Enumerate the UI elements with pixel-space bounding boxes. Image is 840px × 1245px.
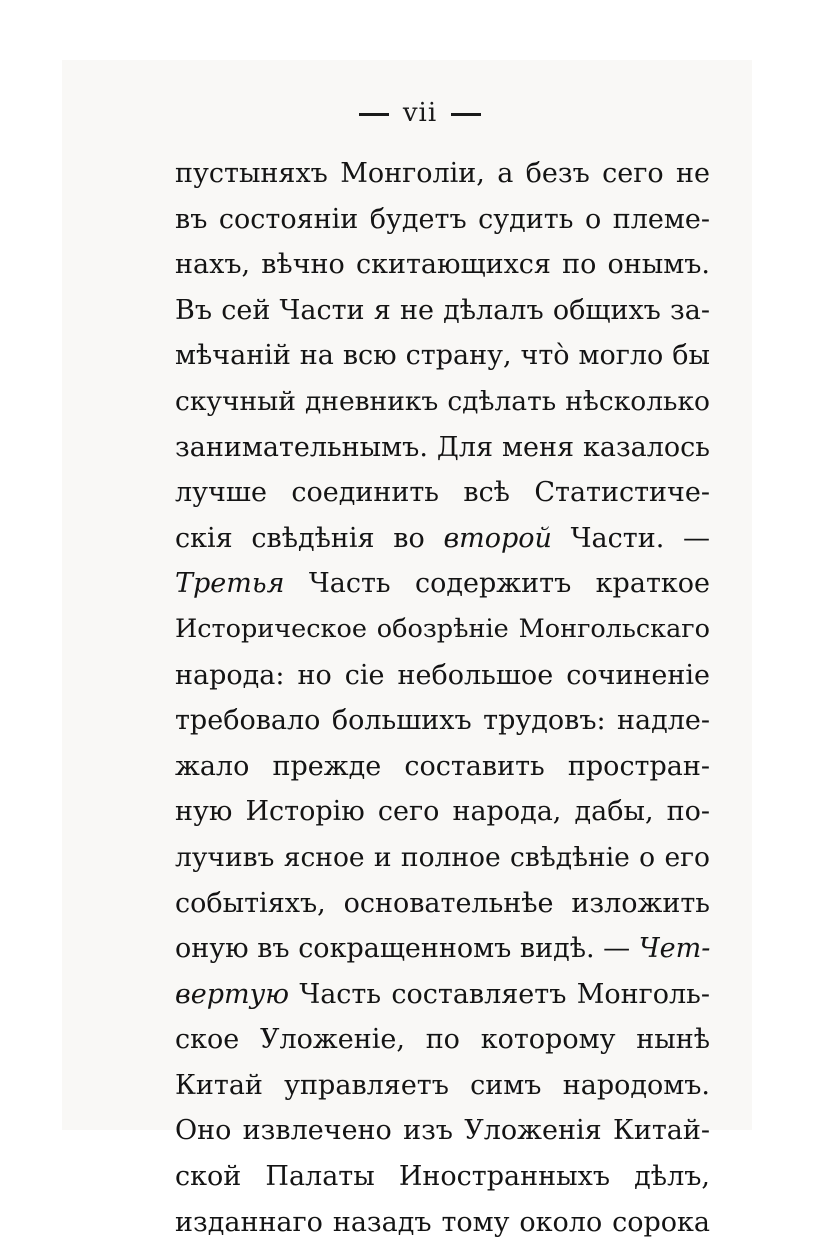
text-line (175, 926, 710, 972)
italic-segment: вертую (175, 978, 290, 1010)
text-segment: жало прежде составить простран- (175, 750, 710, 782)
italic-segment: второй (443, 522, 552, 554)
text-segment: пустыняхъ Монголіи, а безъ сего не (175, 158, 710, 189)
body-text (175, 151, 710, 1245)
text-line (175, 789, 710, 835)
text-line (175, 653, 710, 699)
text-line (175, 1108, 710, 1154)
text-line (175, 561, 710, 607)
text-line (175, 744, 710, 790)
text-line (175, 835, 710, 881)
text-line (175, 607, 710, 653)
text-segment: Часть составляетъ Монголь- (289, 978, 710, 1010)
left-dash (359, 113, 389, 116)
text-line (175, 972, 710, 1018)
text-segment: Въ сей Части я не дѣлалъ общихъ за- (175, 294, 710, 326)
text-segment: ную Исторію сего народа, дабы, по- (175, 796, 710, 828)
text-line (175, 242, 710, 288)
text-segment: Части. — (551, 522, 710, 554)
text-segment: мѣчаній на всю страну, что̀ могло бы (175, 340, 710, 372)
text-segment: скучный дневникъ сдѣлать нѣсколько (175, 385, 710, 417)
text-segment: требовало большихъ трудовъ: надле- (175, 705, 710, 737)
right-dash (451, 113, 481, 116)
text-segment: оную въ сокращенномъ видѣ. — (175, 933, 639, 965)
text-segment: ской Палаты Иностранныхъ дѣлъ, (175, 1161, 710, 1193)
italic-segment: Чет- (638, 933, 711, 965)
text-line (175, 197, 710, 243)
text-segment: событіяхъ, основательнѣе изложить (175, 887, 710, 919)
text-segment: занимательнымъ. Для меня казалось (175, 431, 710, 463)
text-segment: скія свѣдѣнія во (175, 522, 444, 554)
text-line (175, 1063, 710, 1109)
page-number-header (0, 98, 840, 128)
text-segment: Китай управляетъ симъ народомъ. (175, 1069, 710, 1101)
text-line (175, 333, 710, 379)
text-line (175, 425, 710, 471)
text-segment: Историческое обозрѣніе Монгольскаго (175, 613, 710, 644)
text-segment: изданнаго назадъ тому около сорока (175, 1206, 710, 1238)
text-line (175, 288, 710, 334)
text-line (175, 516, 710, 562)
italic-segment: Третья (175, 568, 285, 600)
text-line (175, 1154, 710, 1200)
text-segment: нахъ, вѣчно скитающихся по онымъ. (175, 249, 710, 281)
text-segment: Часть содержитъ краткое (284, 568, 710, 600)
text-line (175, 151, 710, 197)
text-line (175, 470, 710, 516)
page-number: vii (402, 98, 438, 128)
text-line (175, 379, 710, 425)
text-segment: лучивъ ясное и полное свѣдѣніе о его (175, 841, 710, 873)
text-segment: народа: но сіе небольшое сочиненіе (175, 659, 710, 691)
text-segment: Оно извлечено изъ Уложенія Китай- (175, 1115, 710, 1147)
text-line (175, 698, 710, 744)
text-segment: лучше соединить всѣ Статистиче- (175, 477, 710, 509)
text-line (175, 1200, 710, 1245)
text-segment: ское Уложеніе, по которому нынѣ (175, 1024, 710, 1056)
text-segment: въ состояніи будетъ судить о племе- (175, 203, 710, 235)
text-line (175, 1017, 710, 1063)
text-line (175, 881, 710, 927)
